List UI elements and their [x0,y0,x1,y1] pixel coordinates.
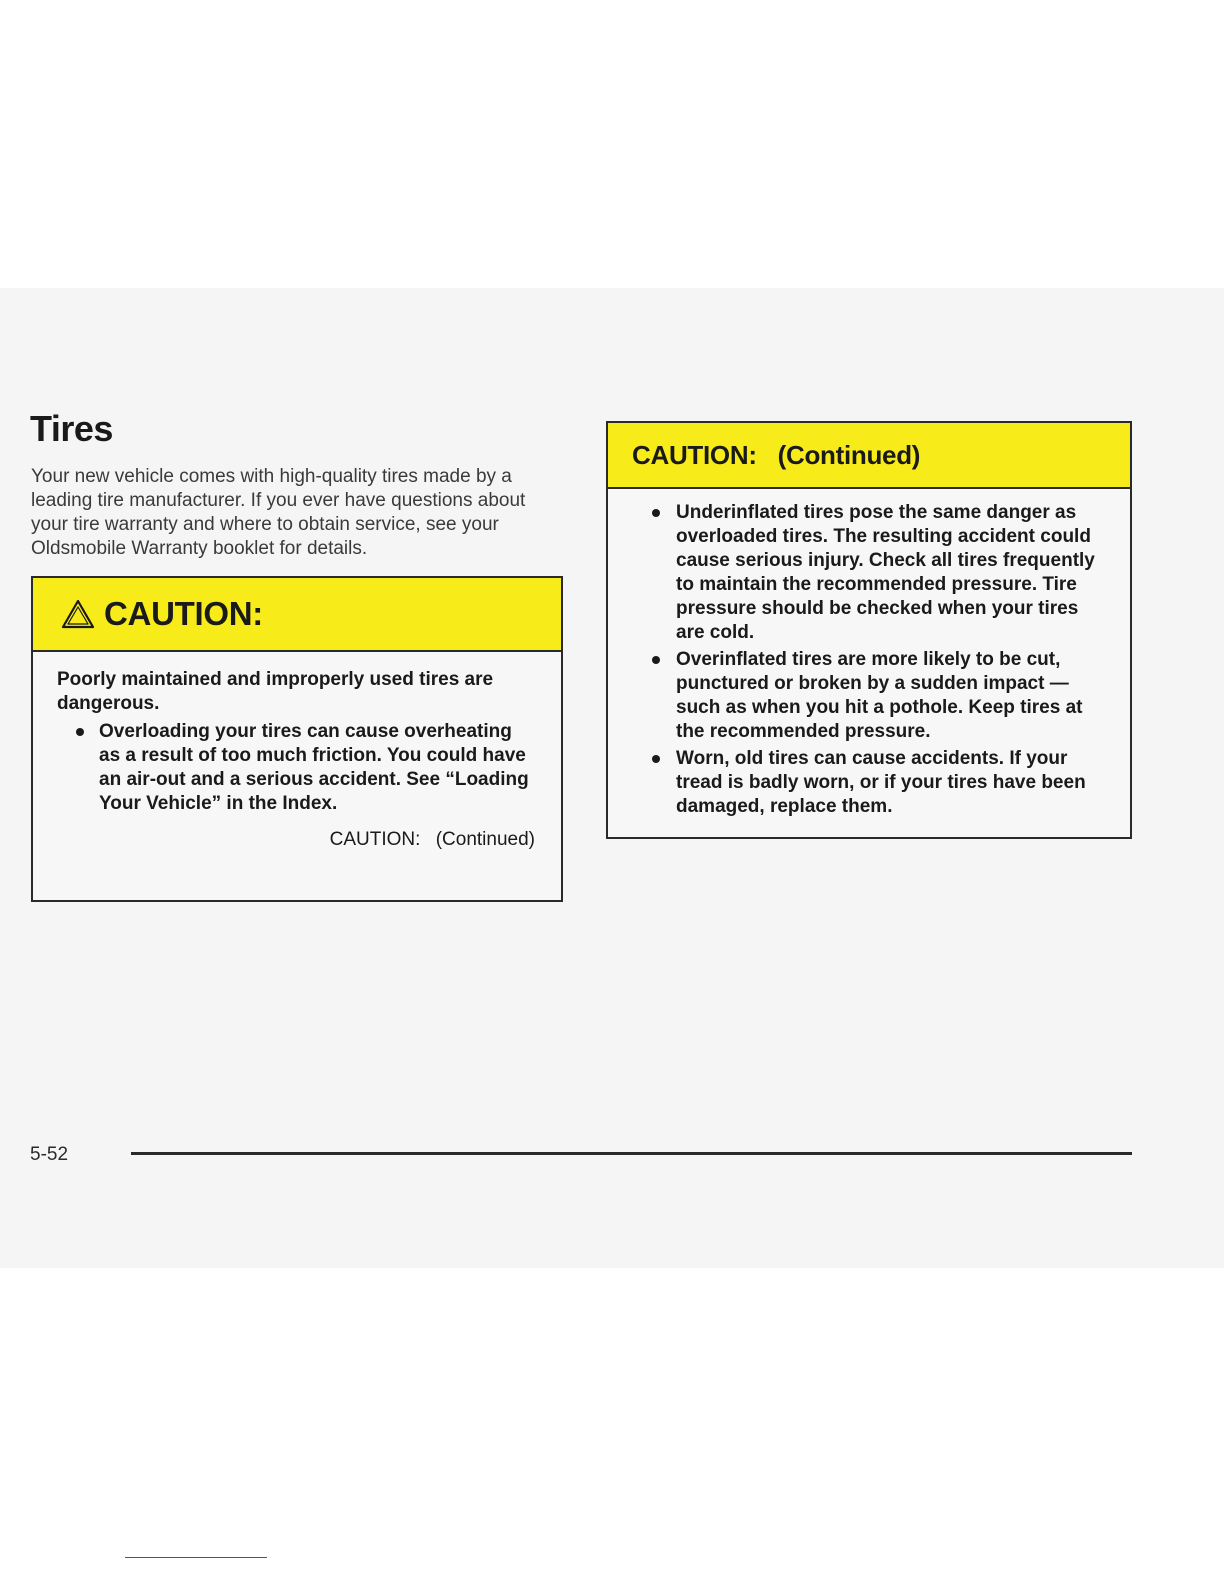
caution-continued-box [606,421,1132,839]
caution-box [31,576,563,902]
caution-bullet-text: Overinflated tires are more likely to be cut, punctured or broken by a sudden impact — such as when you hit a pothole. Keep tires at the recommended pressure. [676,649,1083,742]
caution-bullet-item [57,720,537,816]
footer-rule [131,1152,1132,1155]
caution-bullet-text: Underinflated tires pose the same danger as overloaded tires. The resulting accident could cause serious injury. Check all tires frequently to maintain the recommended pressure. Tire pressure should be checked when your tires are cold. [676,502,1095,643]
caution-header [33,578,561,652]
intro-paragraph: Your new vehicle comes with high-quality tires made by a leading tire manufacturer. If you ever have questions about your tire warranty and where to obtain service, see your Oldsmobile Warranty booklet for details. [31,466,526,559]
page-number: 5-52 [30,1144,69,1165]
bullet-icon [652,755,660,763]
bullet-icon [76,728,84,736]
caution-title: CAUTION: (Continued) [632,439,921,470]
section-title: Tires [30,408,113,449]
warning-triangle-icon [61,599,95,629]
caution-bullet-list [648,501,1106,819]
caution-bullet-item [648,648,1106,744]
caution-bullet-text: Worn, old tires can cause accidents. If your tread is badly worn, or if your tires have been damaged, replace them. [676,748,1086,817]
continued-note: CAUTION: (Continued) [329,829,535,850]
caution-title: CAUTION: [104,595,263,632]
caution-header [608,423,1130,489]
bullet-icon [652,509,660,517]
link-underline[interactable] [125,1557,267,1558]
bullet-icon [652,656,660,664]
caution-lead-text: Poorly maintained and improperly used tires are dangerous. [57,669,494,714]
caution-bullet-item [648,501,1106,645]
caution-body [608,489,1130,819]
caution-bullet-text: Overloading your tires can cause overheating as a result of too much friction. You could have an air-out and a serious accident. See “Loading Your Vehicle” in the Index. [99,721,529,814]
caution-bullet-item [648,747,1106,819]
caution-bullet-list [57,720,537,816]
caution-body [33,652,561,852]
